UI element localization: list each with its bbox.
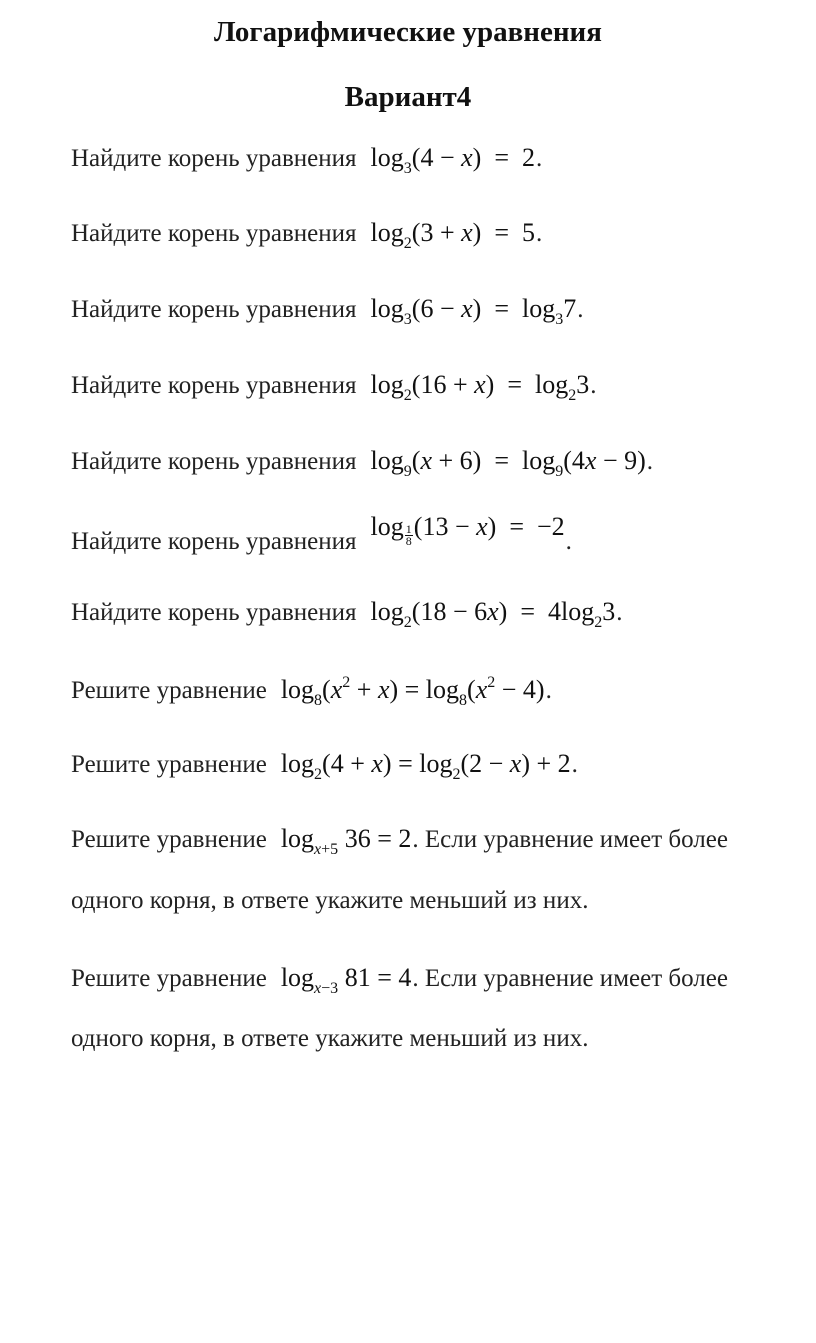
task-6 <box>71 512 572 561</box>
variant-title: Вариант4 <box>344 81 472 113</box>
task-1 <box>71 143 543 177</box>
task-end: . <box>646 448 654 475</box>
task-label: Решите уравнение <box>71 751 267 778</box>
task-label: Найдите корень уравнения <box>71 448 357 475</box>
task-end: . <box>565 528 572 555</box>
equation-10: $\log_{x+5} 36 = 2$ <box>280 824 412 858</box>
task-label: Найдите корень уравнения <box>71 528 357 555</box>
equation-11: $\log_{x-3} 81 = 4$ <box>280 963 412 997</box>
task-end: . Если уравнение имеет более <box>412 826 728 853</box>
task-5 <box>71 446 654 480</box>
task-end: . <box>577 296 584 323</box>
task-label: Найдите корень уравнения <box>71 145 357 172</box>
task-label: Найдите корень уравнения <box>71 599 357 626</box>
task-end: . <box>545 677 552 704</box>
task-label: Решите уравнение <box>71 826 267 853</box>
task-end: . Если уравнение имеет более <box>412 965 728 992</box>
task-10-continuation: одного корня, в ответе укажите меньший из них. <box>71 887 589 914</box>
task-9 <box>71 749 578 783</box>
task-end: . <box>535 220 543 247</box>
task-7 <box>71 597 623 631</box>
task-label: Решите уравнение <box>71 677 267 704</box>
equation-9: $\log_2(4 + x) = \log_2(2 - x) + 2$ <box>280 749 571 783</box>
task-8 <box>71 674 552 709</box>
equation-2: $\log_2(3 + x) = 5$ <box>370 218 535 252</box>
task-end: . <box>535 145 543 172</box>
equation-7: $\log_2(18 - 6x) = 4\log_23$ <box>370 597 616 631</box>
equation-3: $\log_3(6 - x) = \log_37$ <box>370 294 577 328</box>
task-end: . <box>571 751 578 778</box>
equation-6: log $\frac{1}{8}$ (13 − x) = −2 <box>370 512 565 548</box>
equation-8: $\log_8(x^2 + x) = \log_8(x^2 - 4)$ <box>280 674 545 709</box>
task-11 <box>71 963 728 997</box>
task-10 <box>71 824 728 858</box>
task-label: Найдите корень уравнения <box>71 296 357 323</box>
equation-5: $\log_9(x + 6) = \log_9(4x - 9)$ <box>370 446 646 480</box>
task-3 <box>71 294 584 328</box>
task-11-continuation: одного корня, в ответе укажите меньший из них. <box>71 1025 589 1052</box>
task-end: . <box>590 372 597 399</box>
equation-1: $\log_3(4 - x) = 2$ <box>370 143 535 177</box>
page-title: Логарифмические уравнения <box>214 16 602 48</box>
task-4 <box>71 370 597 404</box>
task-label: Решите уравнение <box>71 965 267 992</box>
equation-4: $\log_2(16 + x) = \log_23$ <box>370 370 590 404</box>
task-label: Найдите корень уравнения <box>71 220 357 247</box>
task-2 <box>71 218 543 252</box>
task-end: . <box>616 599 623 626</box>
task-label: Найдите корень уравнения <box>71 372 357 399</box>
